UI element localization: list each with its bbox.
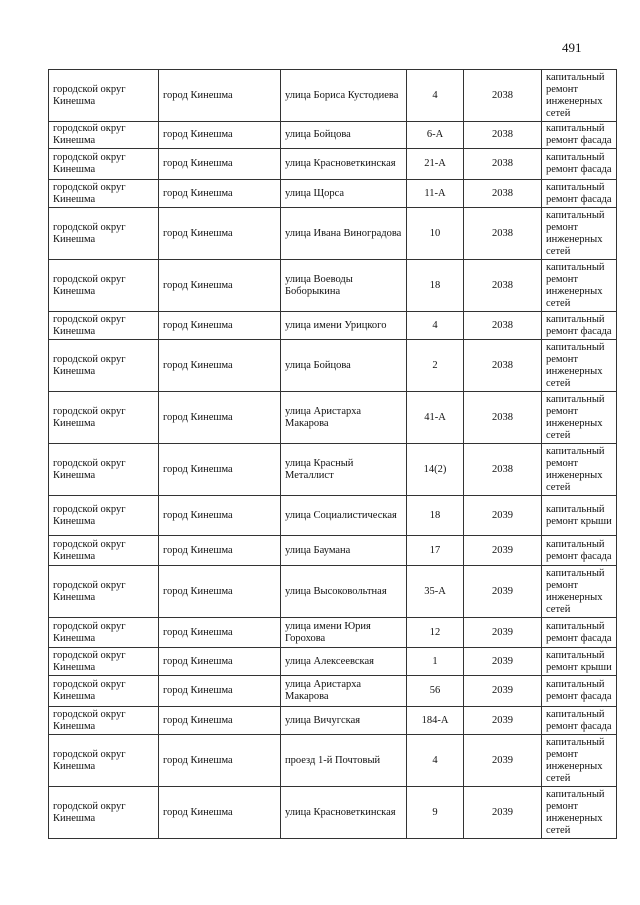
street-cell: улица Красноветкинская xyxy=(281,149,407,180)
house-number-cell: 12 xyxy=(407,618,464,648)
municipal-district-cell: городской округ Кинешма xyxy=(49,208,159,260)
year-cell: 2038 xyxy=(464,208,542,260)
work-type-cell: капитальный ремонт инженерных сетей xyxy=(542,340,617,392)
table-row xyxy=(49,676,617,707)
work-type-cell: капитальный ремонт инженерных сетей xyxy=(542,444,617,496)
year-cell: 2038 xyxy=(464,340,542,392)
house-number-cell: 18 xyxy=(407,496,464,536)
year-cell: 2039 xyxy=(464,496,542,536)
municipal-district-cell: городской округ Кинешма xyxy=(49,312,159,340)
house-number-cell: 17 xyxy=(407,536,464,566)
work-type-cell: капитальный ремонт фасада xyxy=(542,149,617,180)
year-cell: 2039 xyxy=(464,536,542,566)
street-cell: улица имени Урицкого xyxy=(281,312,407,340)
town-cell: город Кинешма xyxy=(159,208,281,260)
street-cell: улица Баумана xyxy=(281,536,407,566)
house-number-cell: 2 xyxy=(407,340,464,392)
table-row xyxy=(49,735,617,787)
year-cell: 2038 xyxy=(464,70,542,122)
municipal-district-cell: городской округ Кинешма xyxy=(49,787,159,839)
house-number-cell: 10 xyxy=(407,208,464,260)
street-cell: улица Ивана Виноградова xyxy=(281,208,407,260)
municipal-district-cell: городской округ Кинешма xyxy=(49,180,159,208)
municipal-district-cell: городской округ Кинешма xyxy=(49,618,159,648)
municipal-district-cell: городской округ Кинешма xyxy=(49,496,159,536)
street-cell: улица Бойцова xyxy=(281,340,407,392)
house-number-cell: 56 xyxy=(407,676,464,707)
street-cell: улица Высоковольтная xyxy=(281,566,407,618)
house-number-cell: 41-А xyxy=(407,392,464,444)
municipal-district-cell: городской округ Кинешма xyxy=(49,676,159,707)
year-cell: 2039 xyxy=(464,787,542,839)
year-cell: 2039 xyxy=(464,676,542,707)
table-row xyxy=(49,312,617,340)
town-cell: город Кинешма xyxy=(159,787,281,839)
town-cell: город Кинешма xyxy=(159,676,281,707)
house-number-cell: 9 xyxy=(407,787,464,839)
work-type-cell: капитальный ремонт инженерных сетей xyxy=(542,392,617,444)
street-cell: улица имени Юрия Горохова xyxy=(281,618,407,648)
table-row xyxy=(49,208,617,260)
table-row xyxy=(49,496,617,536)
street-cell: улица Щорса xyxy=(281,180,407,208)
street-cell: улица Вичугская xyxy=(281,707,407,735)
table-row xyxy=(49,648,617,676)
year-cell: 2038 xyxy=(464,312,542,340)
street-cell: улица Бориса Кустодиева xyxy=(281,70,407,122)
house-number-cell: 21-А xyxy=(407,149,464,180)
street-cell: улица Алексеевская xyxy=(281,648,407,676)
town-cell: город Кинешма xyxy=(159,340,281,392)
house-number-cell: 18 xyxy=(407,260,464,312)
street-cell: проезд 1-й Почтовый xyxy=(281,735,407,787)
table-row xyxy=(49,444,617,496)
municipal-district-cell: городской округ Кинешма xyxy=(49,536,159,566)
street-cell: улица Бойцова xyxy=(281,122,407,149)
year-cell: 2038 xyxy=(464,122,542,149)
town-cell: город Кинешма xyxy=(159,735,281,787)
town-cell: город Кинешма xyxy=(159,122,281,149)
work-type-cell: капитальный ремонт фасада xyxy=(542,707,617,735)
table-row xyxy=(49,536,617,566)
work-type-cell: капитальный ремонт инженерных сетей xyxy=(542,70,617,122)
year-cell: 2039 xyxy=(464,618,542,648)
town-cell: город Кинешма xyxy=(159,260,281,312)
table-row xyxy=(49,260,617,312)
town-cell: город Кинешма xyxy=(159,496,281,536)
table-row xyxy=(49,618,617,648)
work-type-cell: капитальный ремонт инженерных сетей xyxy=(542,208,617,260)
table-row xyxy=(49,122,617,149)
house-number-cell: 4 xyxy=(407,312,464,340)
year-cell: 2038 xyxy=(464,260,542,312)
registry-table xyxy=(48,69,617,839)
year-cell: 2039 xyxy=(464,566,542,618)
work-type-cell: капитальный ремонт крыши xyxy=(542,496,617,536)
municipal-district-cell: городской округ Кинешма xyxy=(49,122,159,149)
work-type-cell: капитальный ремонт фасада xyxy=(542,536,617,566)
work-type-cell: капитальный ремонт фасада xyxy=(542,618,617,648)
house-number-cell: 184-А xyxy=(407,707,464,735)
municipal-district-cell: городской округ Кинешма xyxy=(49,566,159,618)
work-type-cell: капитальный ремонт фасада xyxy=(542,180,617,208)
year-cell: 2038 xyxy=(464,180,542,208)
page-number: 491 xyxy=(562,40,582,55)
municipal-district-cell: городской округ Кинешма xyxy=(49,392,159,444)
house-number-cell: 35-А xyxy=(407,566,464,618)
town-cell: город Кинешма xyxy=(159,70,281,122)
street-cell: улица Красноветкинская xyxy=(281,787,407,839)
street-cell: улица Социалистическая xyxy=(281,496,407,536)
street-cell: улица Аристарха Макарова xyxy=(281,676,407,707)
house-number-cell: 4 xyxy=(407,735,464,787)
work-type-cell: капитальный ремонт инженерных сетей xyxy=(542,735,617,787)
town-cell: город Кинешма xyxy=(159,444,281,496)
year-cell: 2039 xyxy=(464,648,542,676)
municipal-district-cell: городской округ Кинешма xyxy=(49,735,159,787)
municipal-district-cell: городской округ Кинешма xyxy=(49,444,159,496)
municipal-district-cell: городской округ Кинешма xyxy=(49,149,159,180)
year-cell: 2039 xyxy=(464,735,542,787)
house-number-cell: 11-А xyxy=(407,180,464,208)
town-cell: город Кинешма xyxy=(159,392,281,444)
street-cell: улица Воеводы Боборыкина xyxy=(281,260,407,312)
town-cell: город Кинешма xyxy=(159,180,281,208)
table-row xyxy=(49,149,617,180)
work-type-cell: капитальный ремонт инженерных сетей xyxy=(542,787,617,839)
town-cell: город Кинешма xyxy=(159,536,281,566)
table-row xyxy=(49,392,617,444)
work-type-cell: капитальный ремонт фасада xyxy=(542,122,617,149)
work-type-cell: капитальный ремонт фасада xyxy=(542,676,617,707)
table-row xyxy=(49,70,617,122)
year-cell: 2038 xyxy=(464,149,542,180)
town-cell: город Кинешма xyxy=(159,618,281,648)
work-type-cell: капитальный ремонт фасада xyxy=(542,312,617,340)
town-cell: город Кинешма xyxy=(159,648,281,676)
street-cell: улица Красный Металлист xyxy=(281,444,407,496)
table-row xyxy=(49,787,617,839)
year-cell: 2038 xyxy=(464,392,542,444)
table-row xyxy=(49,340,617,392)
town-cell: город Кинешма xyxy=(159,566,281,618)
house-number-cell: 1 xyxy=(407,648,464,676)
table-row xyxy=(49,707,617,735)
municipal-district-cell: городской округ Кинешма xyxy=(49,260,159,312)
work-type-cell: капитальный ремонт инженерных сетей xyxy=(542,260,617,312)
town-cell: город Кинешма xyxy=(159,149,281,180)
house-number-cell: 14(2) xyxy=(407,444,464,496)
work-type-cell: капитальный ремонт крыши xyxy=(542,648,617,676)
street-cell: улица Аристарха Макарова xyxy=(281,392,407,444)
year-cell: 2038 xyxy=(464,444,542,496)
house-number-cell: 6-А xyxy=(407,122,464,149)
year-cell: 2039 xyxy=(464,707,542,735)
work-type-cell: капитальный ремонт инженерных сетей xyxy=(542,566,617,618)
municipal-district-cell: городской округ Кинешма xyxy=(49,340,159,392)
municipal-district-cell: городской округ Кинешма xyxy=(49,70,159,122)
table-row xyxy=(49,180,617,208)
town-cell: город Кинешма xyxy=(159,707,281,735)
house-number-cell: 4 xyxy=(407,70,464,122)
table-row xyxy=(49,566,617,618)
town-cell: город Кинешма xyxy=(159,312,281,340)
municipal-district-cell: городской округ Кинешма xyxy=(49,707,159,735)
municipal-district-cell: городской округ Кинешма xyxy=(49,648,159,676)
